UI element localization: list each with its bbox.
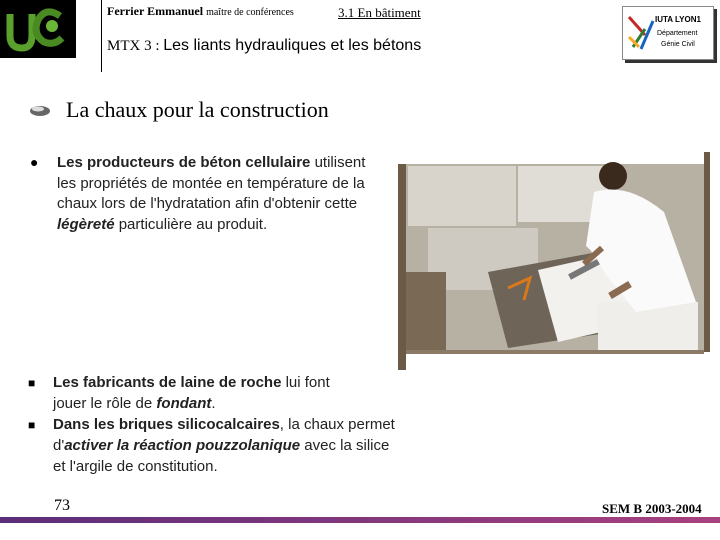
section-label: 3.1 En bâtiment	[338, 5, 421, 20]
ucbl-logo	[0, 0, 76, 58]
author-line	[107, 4, 294, 19]
para1-text: utilisent les propriétés de montée en température de la chaux lors de l'hydratation afin d'obtenir cette	[57, 154, 366, 212]
para3-text: , la chaux permet d'	[53, 416, 395, 454]
footer-bar	[0, 517, 720, 523]
author-role: maître de conférences	[206, 7, 294, 18]
slide-title: La chaux pour la construction	[66, 97, 329, 122]
paragraph-beton-cellulaire	[57, 153, 377, 235]
title-bullet-icon	[29, 104, 51, 123]
iuta-logo-line3: Génie Civil	[661, 41, 695, 48]
square-bullet-icon: ■	[28, 418, 36, 432]
para3-tail: avec la silice et l'argile de constitution.	[53, 437, 390, 475]
square-bullet-icon: ■	[28, 376, 36, 390]
para2-emph: fondant	[156, 395, 212, 412]
iuta-logo-line1: IUTA LYON1	[655, 15, 701, 24]
para3-emph: activer la réaction pouzzolanique	[64, 437, 301, 454]
iuta-logo	[622, 6, 714, 60]
para3-lead: Dans les briques silicocalcaires	[53, 416, 280, 433]
course-topic: Les liants hydrauliques et les bétons	[163, 37, 422, 54]
para2-tail: .	[211, 395, 216, 412]
course-title	[107, 37, 421, 55]
paragraph-briques-silicocalcaires	[53, 414, 403, 477]
header-divider	[101, 0, 102, 72]
para2-lead: Les fabricants de laine de roche	[53, 374, 282, 391]
course-code: MTX 3 :	[107, 38, 160, 54]
worker-cutting-block-photo	[398, 152, 710, 372]
author-name: Ferrier Emmanuel	[107, 4, 204, 18]
bullet-dot-icon: ●	[30, 156, 39, 171]
footer-label: SEM B 2003-2004	[602, 501, 702, 516]
paragraph-laine-de-roche	[53, 372, 353, 414]
iuta-logo-line2: Département	[657, 30, 698, 37]
para2-text: lui font jouer le rôle de	[53, 374, 330, 412]
para1-emph: légèreté	[57, 215, 115, 233]
para1-lead: Les producteurs de béton cellulaire	[57, 154, 311, 171]
page-number: 73	[54, 497, 70, 514]
para1-tail: particulière au produit.	[118, 215, 268, 233]
